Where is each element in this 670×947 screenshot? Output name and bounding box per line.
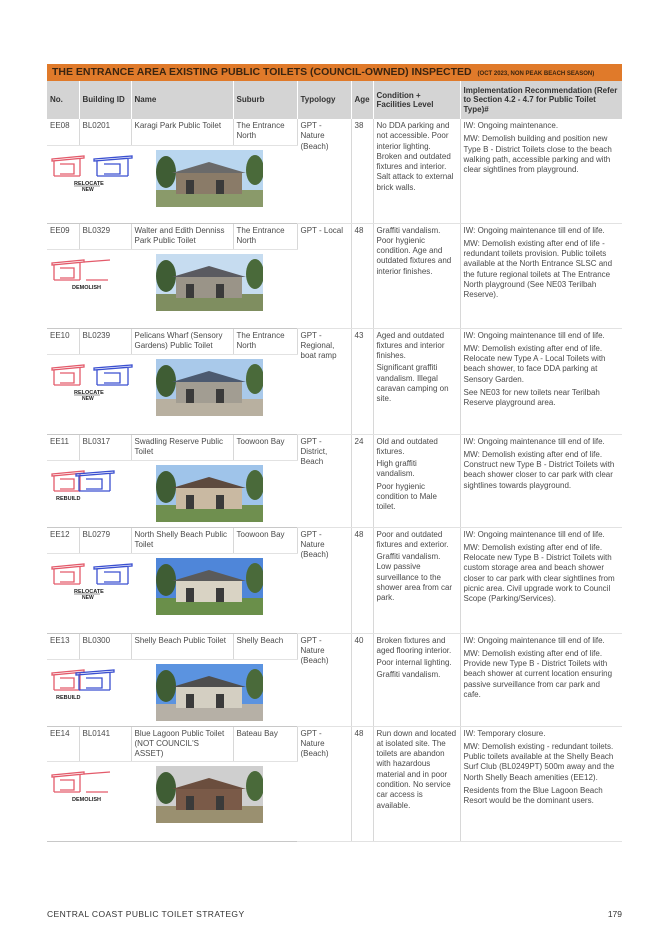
cell-age: 48 [351, 726, 373, 842]
diagram-secondary-label: NEW [82, 594, 94, 600]
cell-condition [373, 119, 460, 223]
implementation-paragraph: IW: Ongoing maintenance till end of life. [463, 529, 605, 539]
cell-images [47, 249, 297, 328]
cell-suburb: Bateau Bay [233, 726, 297, 762]
cell-images [47, 553, 297, 633]
condition-paragraph: Poor and outdated fixtures and exterior. [376, 529, 449, 549]
condition-paragraph: Aged and outdated fixtures and interior finishes. [376, 330, 445, 361]
diagram-action-label: DEMOLISH [72, 797, 102, 804]
table-row [47, 726, 622, 762]
cell-condition [373, 726, 460, 842]
cell-typology: GPT - Nature (Beach) [297, 527, 351, 633]
diagram-action-label: RELOCATE [74, 180, 104, 187]
diagram-secondary-label: NEW [82, 395, 94, 401]
diagram-action-label: RELOCATE [74, 389, 104, 396]
photo-frame [156, 254, 263, 311]
cell-age: 38 [351, 119, 373, 223]
toilet-block-photo [156, 558, 263, 615]
rebuild-diagram-icon [50, 469, 136, 507]
table-row [47, 527, 622, 553]
photo-frame [156, 150, 263, 207]
cell-suburb: Toowoon Bay [233, 434, 297, 460]
diagram-action-label: RELOCATE [74, 588, 104, 595]
cell-no: EE08 [47, 119, 79, 145]
table-header-row [47, 81, 622, 119]
photo-frame [156, 558, 263, 615]
table-row [47, 633, 622, 659]
demolish-diagram-icon [50, 770, 136, 808]
implementation-paragraph: MW: Demolish building and position new Type B - District Toilets close to the beach walking path, accessible parking and with clear sightlines from playground. [463, 134, 612, 175]
diagram-action-label: DEMOLISH [72, 284, 102, 291]
photo-frame [156, 465, 263, 522]
implementation-paragraph: MW: Demolish existing after end of life. Provide new Type B - District Toilets with beach shower at current location ensuring passive surveillance from car park and cafe. [463, 648, 613, 699]
implementation-paragraph: See NE03 for new toilets near Terilbah Reserve playground area. [463, 387, 600, 408]
diagram-action-label: REBUILD [56, 694, 81, 701]
col-header-implementation: Implementation Recommendation (Refer to Section 4.2 - 4.7 for Public Toilet Type)# [460, 81, 622, 119]
cell-condition [373, 434, 460, 527]
cell-no: EE11 [47, 434, 79, 460]
col-header-no: No. [47, 81, 79, 119]
toilet-block-photo [156, 254, 263, 311]
cell-images [47, 145, 297, 223]
cell-name: North Shelly Beach Public Toilet [131, 527, 233, 553]
cell-name: Swadling Reserve Public Toilet [131, 434, 233, 460]
relocate-diagram-icon [50, 154, 136, 192]
cell-name: Pelicans Wharf (Sensory Gardens) Public Toilet [131, 328, 233, 354]
cell-implementation [460, 119, 622, 223]
table-row [47, 223, 622, 249]
cell-building-id: BL0300 [79, 633, 131, 659]
implementation-paragraph: IW: Temporary closure. [463, 728, 546, 738]
cell-no: EE14 [47, 726, 79, 762]
cell-images [47, 460, 297, 527]
cell-name: Shelly Beach Public Toilet [131, 633, 233, 659]
cell-typology: GPT - Nature (Beach) [297, 119, 351, 223]
toilet-block-photo [156, 359, 263, 416]
implementation-paragraph: IW: Ongoing maintenance till end of life. [463, 436, 605, 446]
cell-implementation [460, 223, 622, 328]
relocate-diagram-icon [50, 363, 136, 401]
implementation-paragraph: Residents from the Blue Lagoon Beach Resort would be the dominant users. [463, 785, 603, 806]
cell-typology: GPT - Nature (Beach) [297, 633, 351, 726]
cell-building-id: BL0239 [79, 328, 131, 354]
cell-typology: GPT - Nature (Beach) [297, 726, 351, 842]
cell-building-id: BL0329 [79, 223, 131, 249]
cell-no: EE09 [47, 223, 79, 249]
cell-suburb: The Entrance North [233, 328, 297, 354]
toilet-block-photo [156, 150, 263, 207]
cell-no: EE10 [47, 328, 79, 354]
condition-paragraph: Graffiti vandalism. [376, 670, 441, 680]
cell-name: Karagi Park Public Toilet [131, 119, 233, 145]
implementation-paragraph: IW: Ongoing maintenance till end of life. [463, 330, 605, 340]
table-row [47, 434, 622, 460]
toilet-block-photo [156, 465, 263, 522]
implementation-paragraph: MW: Demolish existing - redundant toilets. Public toilets available at the Shelly Beach Surf Club (BL0249PT) 500m away and the North Shelly Beach amenities (EE12). [463, 741, 615, 782]
cell-no: EE12 [47, 527, 79, 553]
page-number: 179 [607, 909, 622, 919]
implementation-paragraph: MW: Demolish existing after end of life - redundant toilets provision. Public toilets available at the North Entrance SLSC and the future regional toilets at The Entrance North playground (See NE03 Terilbah Reserve). [463, 238, 613, 300]
action-diagram [50, 258, 136, 296]
cell-building-id: BL0279 [79, 527, 131, 553]
condition-paragraph: Graffiti vandalism. Poor hygienic condition. Age and outdated fixtures and interior finishes. [376, 225, 452, 276]
cell-age: 24 [351, 434, 373, 527]
cell-suburb: The Entrance North [233, 119, 297, 145]
table-title-bar [47, 64, 622, 81]
cell-age: 48 [351, 223, 373, 328]
cell-condition [373, 633, 460, 726]
col-header-suburb: Suburb [233, 81, 297, 119]
photo-frame [156, 359, 263, 416]
toilet-block-photo [156, 766, 263, 823]
cell-implementation [460, 726, 622, 842]
implementation-paragraph: IW: Ongoing maintenance. [463, 121, 559, 130]
table-row [47, 119, 622, 145]
cell-implementation [460, 633, 622, 726]
cell-images [47, 762, 297, 842]
cell-building-id: BL0141 [79, 726, 131, 762]
cell-implementation [460, 527, 622, 633]
implementation-paragraph: IW: Ongoing maintenance till end of life. [463, 635, 605, 645]
col-header-building-id: Building ID [79, 81, 131, 119]
condition-paragraph: Poor hygienic condition to Male toilet. [376, 481, 437, 512]
cell-implementation [460, 328, 622, 434]
cell-implementation [460, 434, 622, 527]
cell-name: Walter and Edith Denniss Park Public Toilet [131, 223, 233, 249]
implementation-paragraph: MW: Demolish existing after end of life. Relocate new Type B - District Toilets with custom storage area and beach shower closer to car park with clear sightlines from picnic area. Civil upgrade work to Council Scope (Parking/Services). [463, 542, 615, 604]
cell-images [47, 659, 297, 726]
photo-frame [156, 664, 263, 721]
col-header-name: Name [131, 81, 233, 119]
action-diagram [50, 469, 136, 507]
condition-paragraph: Run down and located at isolated site. The toilets are abandon with hazardous material and in poor condition. No service car access is available. [376, 728, 457, 810]
cell-condition [373, 527, 460, 633]
relocate-diagram-icon [50, 562, 136, 600]
photo-frame [156, 766, 263, 823]
cell-suburb: The Entrance North [233, 223, 297, 249]
cell-typology: GPT - District, Beach [297, 434, 351, 527]
condition-paragraph: Old and outdated fixtures. [376, 436, 438, 456]
condition-paragraph: Significant graffiti vandalism. Illegal caravan camping on site. [376, 363, 449, 404]
cell-name: Blue Lagoon Public Toilet (NOT COUNCIL'S ASSET) [131, 726, 233, 762]
action-diagram [50, 154, 136, 192]
condition-paragraph: High graffiti vandalism. [376, 459, 417, 479]
cell-suburb: Shelly Beach [233, 633, 297, 659]
condition-paragraph: Poor internal lighting. [376, 658, 452, 668]
cell-age: 43 [351, 328, 373, 434]
cell-condition [373, 223, 460, 328]
diagram-secondary-label: NEW [82, 186, 94, 192]
condition-paragraph: No DDA parking and not accessible. Poor interior lighting. Broken and outdated fixtures and interior. Salt attack to external brick walls. [376, 121, 454, 192]
implementation-paragraph: IW: Ongoing maintenance till end of life. [463, 225, 605, 235]
cell-suburb: Toowoon Bay [233, 527, 297, 553]
cell-age: 48 [351, 527, 373, 633]
condition-paragraph: Graffiti vandalism. Low passive surveillance to the shower area from car park. [376, 552, 453, 603]
col-header-condition: Condition + Facilities Level [373, 81, 460, 119]
diagram-action-label: REBUILD [56, 495, 81, 502]
rebuild-diagram-icon [50, 668, 136, 706]
demolish-diagram-icon [50, 258, 136, 296]
footer-title: CENTRAL COAST PUBLIC TOILET STRATEGY [47, 909, 245, 919]
cell-typology: GPT - Regional, boat ramp [297, 328, 351, 434]
cell-typology: GPT - Local [297, 223, 351, 328]
condition-paragraph: Broken fixtures and aged flooring interior. [376, 635, 452, 655]
cell-age: 40 [351, 633, 373, 726]
table-row [47, 328, 622, 354]
action-diagram [50, 668, 136, 706]
action-diagram [50, 562, 136, 600]
implementation-paragraph: MW: Demolish existing after end of life. Relocate new Type A - Local Toilets with beach shower, to face DDA parking at Sensory Garden. [463, 343, 606, 384]
table-title: THE ENTRANCE AREA EXISTING PUBLIC TOILETS (COUNCIL-OWNED) INSPECTED [52, 66, 472, 78]
cell-building-id: BL0317 [79, 434, 131, 460]
action-diagram [50, 363, 136, 401]
cell-no: EE13 [47, 633, 79, 659]
cell-condition [373, 328, 460, 434]
col-header-typology: Typology [297, 81, 351, 119]
action-diagram [50, 770, 136, 808]
table-subtitle: (OCT 2023, NON PEAK BEACH SEASON) [477, 71, 595, 77]
cell-building-id: BL0201 [79, 119, 131, 145]
toilets-table [47, 81, 622, 842]
toilet-block-photo [156, 664, 263, 721]
col-header-age: Age [351, 81, 373, 119]
implementation-paragraph: MW: Demolish existing after end of life. Construct new Type B - District Toilets with beach shower closer to car park with clear sightlines towards playground. [463, 449, 615, 490]
cell-images [47, 354, 297, 434]
